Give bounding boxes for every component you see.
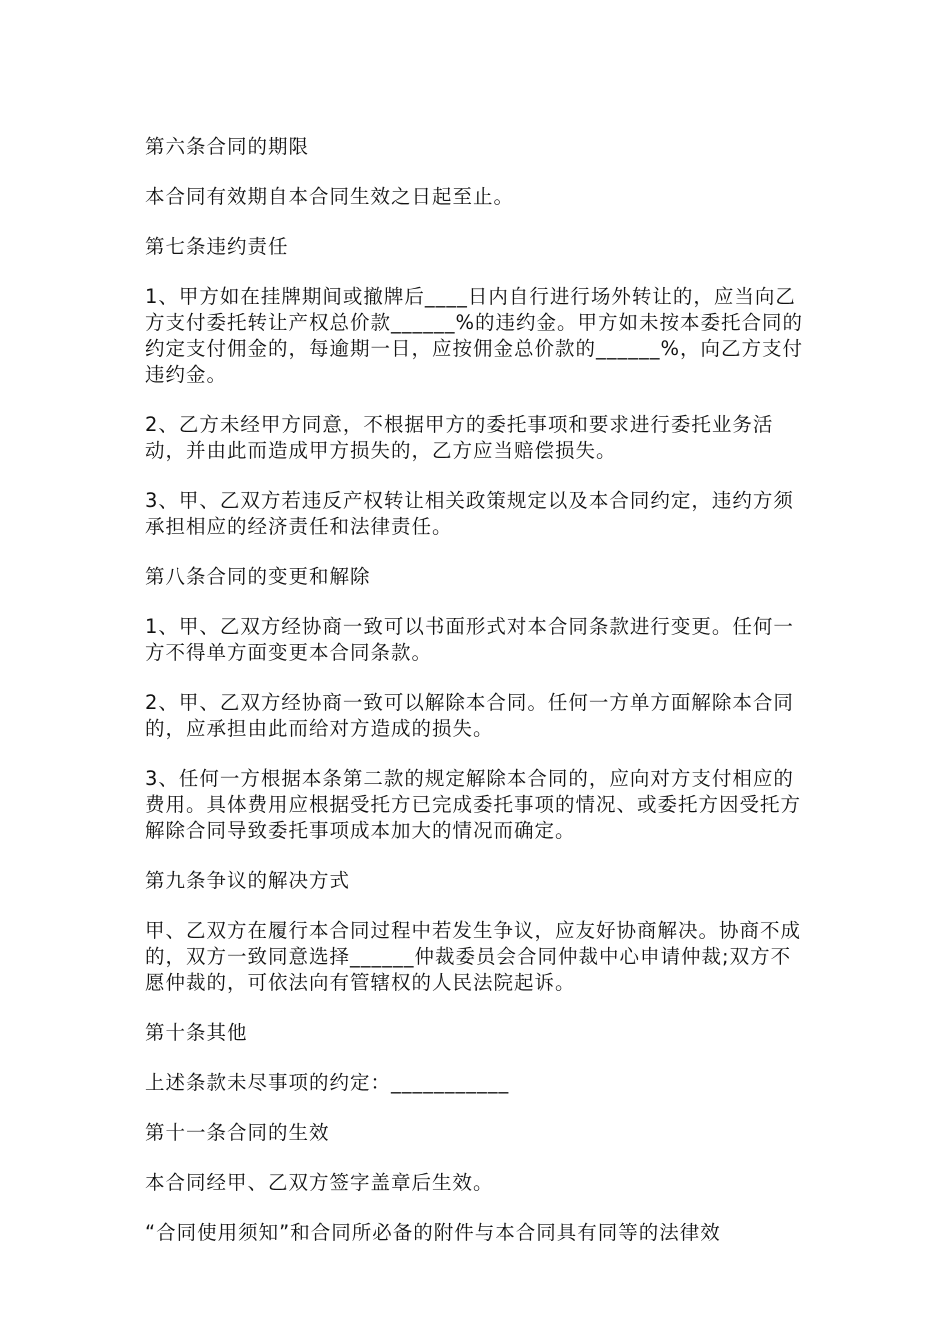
paragraph-term-period: 本合同有效期自本合同生效之日起至止。 xyxy=(145,185,515,208)
section-heading-10: 第十条其他 xyxy=(145,1021,248,1044)
paragraph-breach-2: 2、乙方未经甲方同意，不根据甲方的委托事项和要求进行委托业务活动，并由此而造成甲方损失的，乙方应当赔偿损失。 xyxy=(145,413,774,462)
section-heading-6: 第六条合同的期限 xyxy=(145,135,310,158)
paragraph-change-3: 3、任何一方根据本条第二款的规定解除本合同的，应向对方支付相应的费用。具体费用应根据受托方已完成委托事项的情况、或委托方因受托方解除合同导致委托事项成本加大的情况而确定。 xyxy=(145,767,802,842)
paragraph-other: 上述条款未尽事项的约定：___________ xyxy=(145,1071,510,1094)
document-page xyxy=(145,134,810,1270)
section-heading-11: 第十一条合同的生效 xyxy=(145,1121,330,1144)
paragraph-dispute: 甲、乙双方在履行本合同过程中若发生争议，应友好协商解决。协商不成的，双方一致同意选择______仲裁委员会合同仲裁中心申请仲裁;双方不愿仲裁的，可依法向有管辖权的人民法院起诉。 xyxy=(145,919,802,994)
paragraph-change-2: 2、甲、乙双方经协商一致可以解除本合同。任何一方单方面解除本合同的，应承担由此而给对方造成的损失。 xyxy=(145,691,794,740)
section-heading-8: 第八条合同的变更和解除 xyxy=(145,565,371,588)
paragraph-notice: “合同使用须知”和合同所必备的附件与本合同具有同等的法律效 xyxy=(145,1221,721,1244)
paragraph-change-1: 1、甲、乙双方经协商一致可以书面形式对本合同条款进行变更。任何一方不得单方面变更本合同条款。 xyxy=(145,615,794,664)
section-heading-9: 第九条争议的解决方式 xyxy=(145,869,351,892)
paragraph-effect: 本合同经甲、乙双方签字盖章后生效。 xyxy=(145,1171,494,1194)
paragraph-breach-3: 3、甲、乙双方若违反产权转让相关政策规定以及本合同约定，违约方须承担相应的经济责任和法律责任。 xyxy=(145,489,794,538)
section-heading-7: 第七条违约责任 xyxy=(145,235,289,258)
paragraph-breach-1: 1、甲方如在挂牌期间或撤牌后____日内自行进行场外转让的，应当向乙方支付委托转让产权总价款______%的违约金。甲方如未按本委托合同的约定支付佣金的，每逾期一日，应按佣金总价款的______%，向乙方支付违约金。 xyxy=(145,285,804,386)
